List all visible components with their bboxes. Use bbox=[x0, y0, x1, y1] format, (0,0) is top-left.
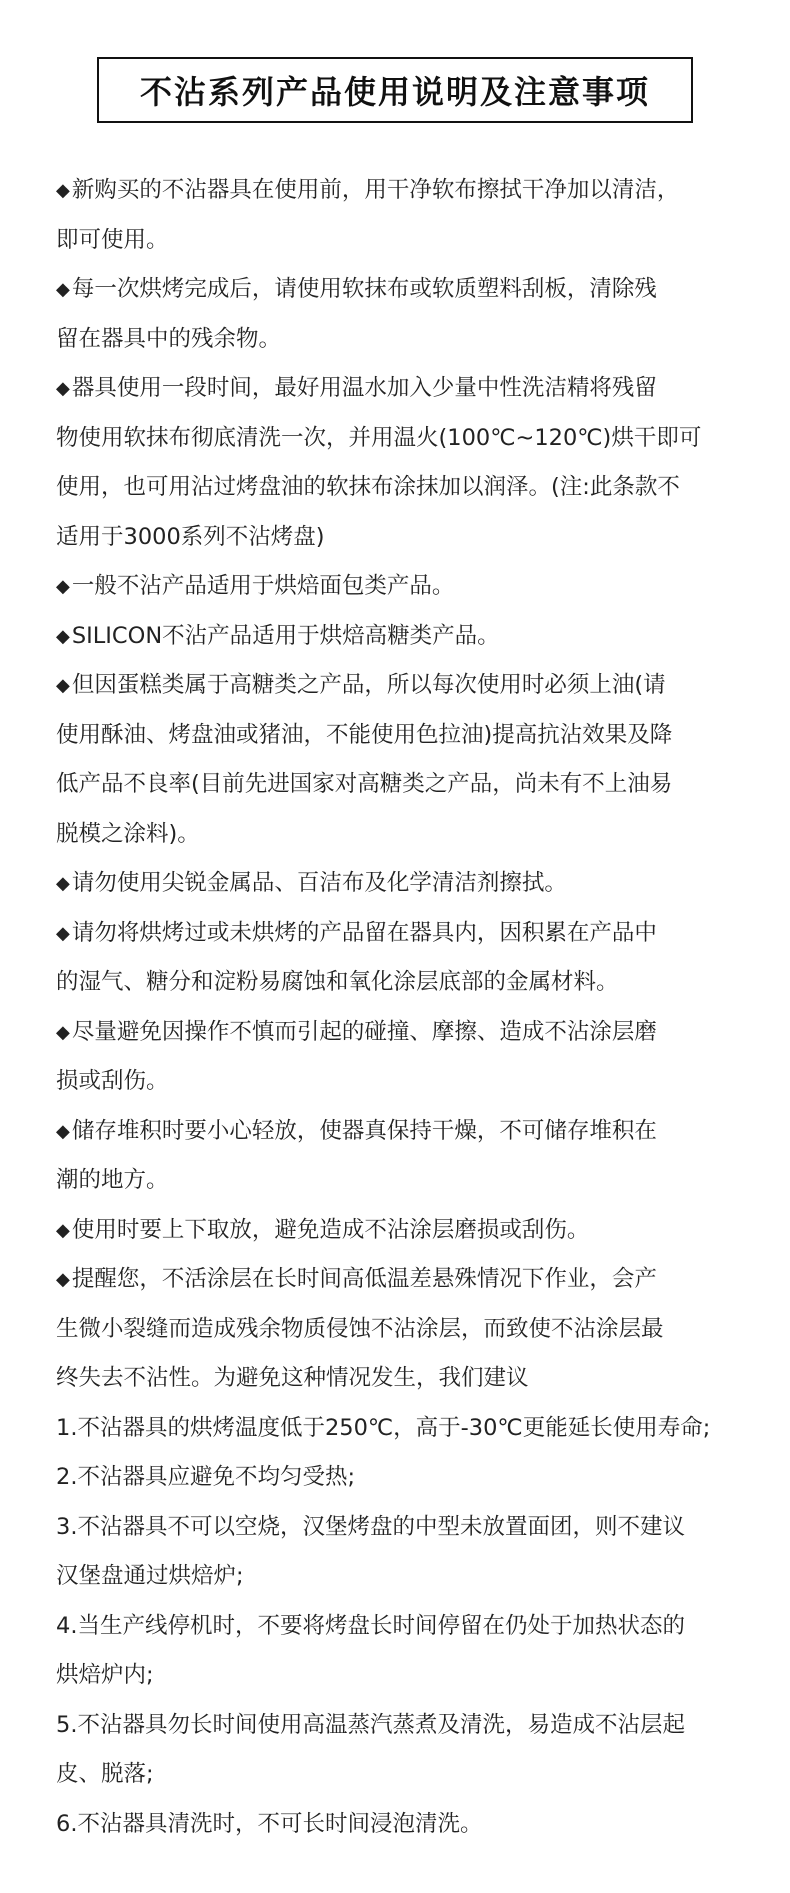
note-item-text: 一般不沾产品适用于烘焙面包类产品。 bbox=[71, 573, 455, 599]
note-item bbox=[56, 166, 756, 265]
note-item-line bbox=[56, 1156, 756, 1206]
note-item-text: 请勿使用尖锐金属品、百洁布及化学清洁剂擦拭。 bbox=[71, 870, 567, 896]
note-item-text: 终失去不沾性。为避免这种情况发生，我们建议 bbox=[56, 1365, 529, 1391]
suggestion-item-text: 皮、脱落; bbox=[56, 1761, 154, 1787]
note-item-line bbox=[56, 760, 756, 810]
note-item-line bbox=[56, 364, 756, 414]
note-item-text: SILICON不沾产品适用于烘焙高糖类产品。 bbox=[71, 622, 500, 649]
suggestions-list bbox=[56, 1404, 756, 1850]
note-item-text: 脱模之涂料)。 bbox=[56, 820, 200, 847]
note-item-text: 使用酥油、烤盘油或猪油，不能使用色拉油)提高抗沾效果及降 bbox=[56, 721, 673, 748]
note-item-text: 损或刮伤。 bbox=[56, 1068, 169, 1094]
note-item-text: 器具使用一段时间，最好用温水加入少量中性洗洁精将残留 bbox=[71, 375, 657, 401]
note-item-line bbox=[56, 1354, 756, 1404]
note-item-line bbox=[56, 166, 756, 216]
note-item-line bbox=[56, 1057, 756, 1107]
note-item-text: 低产品不良率(目前先进国家对高糖类之产品，尚未有不上油易 bbox=[56, 771, 673, 797]
note-item bbox=[56, 364, 756, 562]
note-item-line bbox=[56, 562, 756, 612]
diamond-bullet-icon: ◆ bbox=[56, 576, 70, 597]
suggestion-item-text: 3.不沾器具不可以空烧，汉堡烤盘的中型未放置面团，则不建议 bbox=[56, 1513, 685, 1540]
note-item bbox=[56, 1107, 756, 1206]
note-item-text: 新购买的不沾器具在使用前，用干净软布擦拭干净加以清洁， bbox=[71, 177, 680, 203]
note-item-text: 生微小裂缝而造成残余物质侵蚀不沾涂层，而致使不沾涂层最 bbox=[56, 1315, 664, 1342]
note-item-line bbox=[56, 1255, 756, 1305]
note-item-text: 适用于3000系列不沾烤盘) bbox=[56, 523, 325, 550]
note-item-text: 使用，也可用沾过烤盘油的软抹布涂抹加以润泽。(注:此条款不 bbox=[56, 474, 680, 500]
page-title: 不沾系列产品使用说明及注意事项 bbox=[139, 73, 650, 111]
suggestion-item bbox=[56, 1404, 756, 1454]
note-item-text: 每一次烘烤完成后，请使用软抹布或软质塑料刮板，清除残 bbox=[71, 276, 657, 302]
diamond-bullet-icon: ◆ bbox=[56, 675, 70, 696]
note-item-text: 即可使用。 bbox=[56, 226, 169, 253]
suggestion-item-line bbox=[56, 1800, 756, 1850]
note-item-line bbox=[56, 265, 756, 315]
diamond-bullet-icon: ◆ bbox=[56, 1021, 70, 1043]
suggestion-item-line bbox=[56, 1552, 756, 1602]
note-item bbox=[56, 1008, 756, 1107]
note-item bbox=[56, 661, 756, 859]
suggestion-item-text: 4.当生产线停机时，不要将烤盘长时间停留在仍处于加热状态的 bbox=[56, 1612, 685, 1639]
diamond-bullet-icon: ◆ bbox=[56, 1269, 70, 1290]
note-item bbox=[56, 612, 756, 662]
suggestion-item bbox=[56, 1800, 756, 1850]
note-item bbox=[56, 265, 756, 364]
diamond-bullet-icon: ◆ bbox=[56, 1120, 70, 1142]
suggestion-item-text: 1.不沾器具的烘烤温度低于250℃，高于-30℃更能延长使用寿命; bbox=[56, 1414, 711, 1441]
diamond-bullet-icon: ◆ bbox=[56, 922, 70, 944]
note-item-line bbox=[56, 612, 756, 662]
suggestion-item-line bbox=[56, 1750, 756, 1800]
note-item-line bbox=[56, 958, 756, 1008]
suggestion-item-line bbox=[56, 1701, 756, 1751]
note-item-text: 请勿将烘烤过或未烘烤的产品留在器具内，因积累在产品中 bbox=[71, 919, 657, 946]
note-item-line bbox=[56, 1107, 756, 1157]
note-item bbox=[56, 859, 756, 909]
diamond-bullet-icon: ◆ bbox=[56, 279, 70, 300]
note-item-line bbox=[56, 859, 756, 909]
diamond-bullet-icon: ◆ bbox=[56, 873, 70, 894]
note-item-line bbox=[56, 1206, 756, 1256]
suggestion-item-text: 烘焙炉内; bbox=[56, 1662, 154, 1688]
note-item-line bbox=[56, 711, 756, 761]
note-item-line bbox=[56, 909, 756, 959]
suggestion-item-line bbox=[56, 1503, 756, 1553]
notes-list bbox=[56, 166, 756, 1404]
diamond-bullet-icon: ◆ bbox=[56, 378, 70, 399]
note-item-line bbox=[56, 513, 756, 563]
note-item-line bbox=[56, 1008, 756, 1058]
suggestion-item-line bbox=[56, 1602, 756, 1652]
note-item-text: 储存堆积时要小心轻放，使器真保持干燥，不可储存堆积在 bbox=[71, 1117, 657, 1144]
note-item-text: 尽量避免因操作不慎而引起的碰撞、摩擦、造成不沾涂层磨 bbox=[71, 1018, 657, 1045]
instructions-content bbox=[56, 166, 756, 1849]
note-item-line bbox=[56, 315, 756, 365]
note-item-text: 留在器具中的残余物。 bbox=[56, 325, 282, 352]
diamond-bullet-icon: ◆ bbox=[56, 1219, 70, 1241]
suggestion-item-line bbox=[56, 1651, 756, 1701]
note-item-line bbox=[56, 810, 756, 860]
note-item bbox=[56, 1255, 756, 1404]
suggestion-item-text: 6.不沾器具清洗时，不可长时间浸泡清洗。 bbox=[56, 1810, 483, 1837]
note-item-text: 的湿气、糖分和淀粉易腐蚀和氧化涂层底部的金属材料。 bbox=[56, 969, 619, 995]
note-item-text: 物使用软抹布彻底清洗一次，并用温火(100℃~120℃)烘干即可 bbox=[56, 424, 702, 451]
note-item-text: 使用时要上下取放，避免造成不沾涂层磨损或刮伤。 bbox=[71, 1216, 590, 1243]
note-item-line bbox=[56, 661, 756, 711]
suggestion-item bbox=[56, 1503, 756, 1602]
diamond-bullet-icon: ◆ bbox=[56, 180, 70, 201]
note-item-line bbox=[56, 1305, 756, 1355]
diamond-bullet-icon: ◆ bbox=[56, 625, 70, 647]
note-item-text: 潮的地方。 bbox=[56, 1167, 169, 1193]
suggestion-item-line bbox=[56, 1404, 756, 1454]
suggestion-item-text: 汉堡盘通过烘焙炉; bbox=[56, 1563, 244, 1589]
title-box bbox=[97, 57, 693, 123]
note-item bbox=[56, 1206, 756, 1256]
note-item-line bbox=[56, 414, 756, 464]
suggestion-item bbox=[56, 1701, 756, 1800]
note-item-text: 提醒您，不活涂层在长时间高低温差悬殊情况下作业，会产 bbox=[71, 1266, 657, 1292]
note-item-line bbox=[56, 463, 756, 513]
suggestion-item bbox=[56, 1453, 756, 1503]
suggestion-item-line bbox=[56, 1453, 756, 1503]
suggestion-item-text: 2.不沾器具应避免不均匀受热; bbox=[56, 1464, 356, 1490]
note-item bbox=[56, 562, 756, 612]
note-item-line bbox=[56, 216, 756, 266]
suggestion-item-text: 5.不沾器具勿长时间使用高温蒸汽蒸煮及清洗，易造成不沾层起 bbox=[56, 1711, 685, 1738]
note-item-text: 但因蛋糕类属于高糖类之产品，所以每次使用时必须上油(请 bbox=[71, 672, 666, 698]
suggestion-item bbox=[56, 1602, 756, 1701]
note-item bbox=[56, 909, 756, 1008]
